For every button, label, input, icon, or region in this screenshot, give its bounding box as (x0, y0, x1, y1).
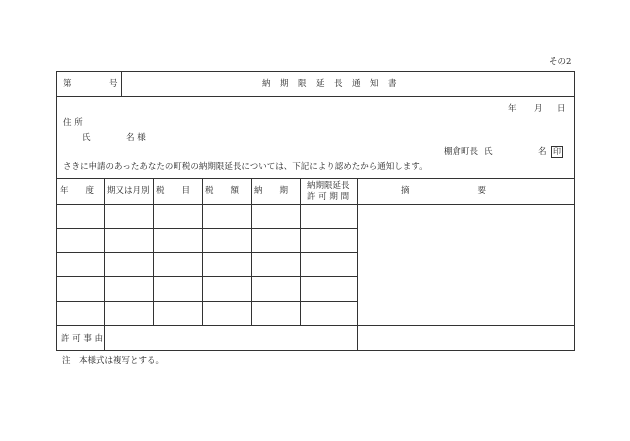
col-line-extension (357, 178, 358, 350)
footnote: 注 本様式は複写とする。 (62, 356, 165, 366)
header-period: 期又は月別 (107, 186, 150, 196)
header-extension-line2: 許 可 期 間 (307, 192, 350, 202)
reason-row-rule (57, 325, 574, 326)
row-rule-3 (57, 276, 357, 277)
number-divider (121, 72, 122, 96)
table-header-rule (57, 204, 574, 205)
date-month: 月 (534, 104, 543, 114)
row-rule-1 (57, 228, 357, 229)
date-year: 年 (508, 104, 517, 114)
issuer-name-left: 氏 (484, 147, 493, 157)
header-tax-item: 税 目 (156, 186, 191, 196)
header-rule (57, 96, 574, 97)
header-year: 年 度 (60, 186, 95, 196)
col-line-period (153, 178, 154, 325)
recipient-name-left: 氏 (82, 133, 91, 143)
issuer-name-right: 名 (538, 147, 547, 157)
reason-label: 許 可 事 由 (61, 334, 104, 344)
header-remarks: 摘 要 (401, 186, 487, 196)
table-top-rule (57, 178, 574, 179)
header-tax-amount: 税 額 (205, 186, 240, 196)
notice-form (56, 71, 575, 351)
notice-text: さきに申請のあったあなたの町税の納期限延長については、下記により認めたから通知します。 (63, 162, 428, 172)
address-label: 住 所 (63, 118, 83, 128)
col-line-amount (251, 178, 252, 325)
corner-label: その2 (549, 57, 572, 67)
col-line-year (104, 178, 105, 350)
header-due-date: 納 期 (254, 186, 289, 196)
issuer-office: 棚倉町長 (444, 147, 479, 157)
recipient-name-right: 名 様 (126, 133, 146, 143)
row-rule-2 (57, 252, 357, 253)
number-prefix: 第 (63, 79, 72, 89)
seal-stamp: 印 (553, 147, 561, 156)
header-extension-line1: 納期限延長 (307, 181, 350, 191)
col-line-due (300, 178, 301, 325)
date-day: 日 (557, 104, 566, 114)
col-line-taxitem (202, 178, 203, 325)
document-title: 納 期 限 延 長 通 知 書 (262, 79, 398, 89)
row-rule-4 (57, 301, 357, 302)
number-suffix: 号 (109, 79, 118, 89)
